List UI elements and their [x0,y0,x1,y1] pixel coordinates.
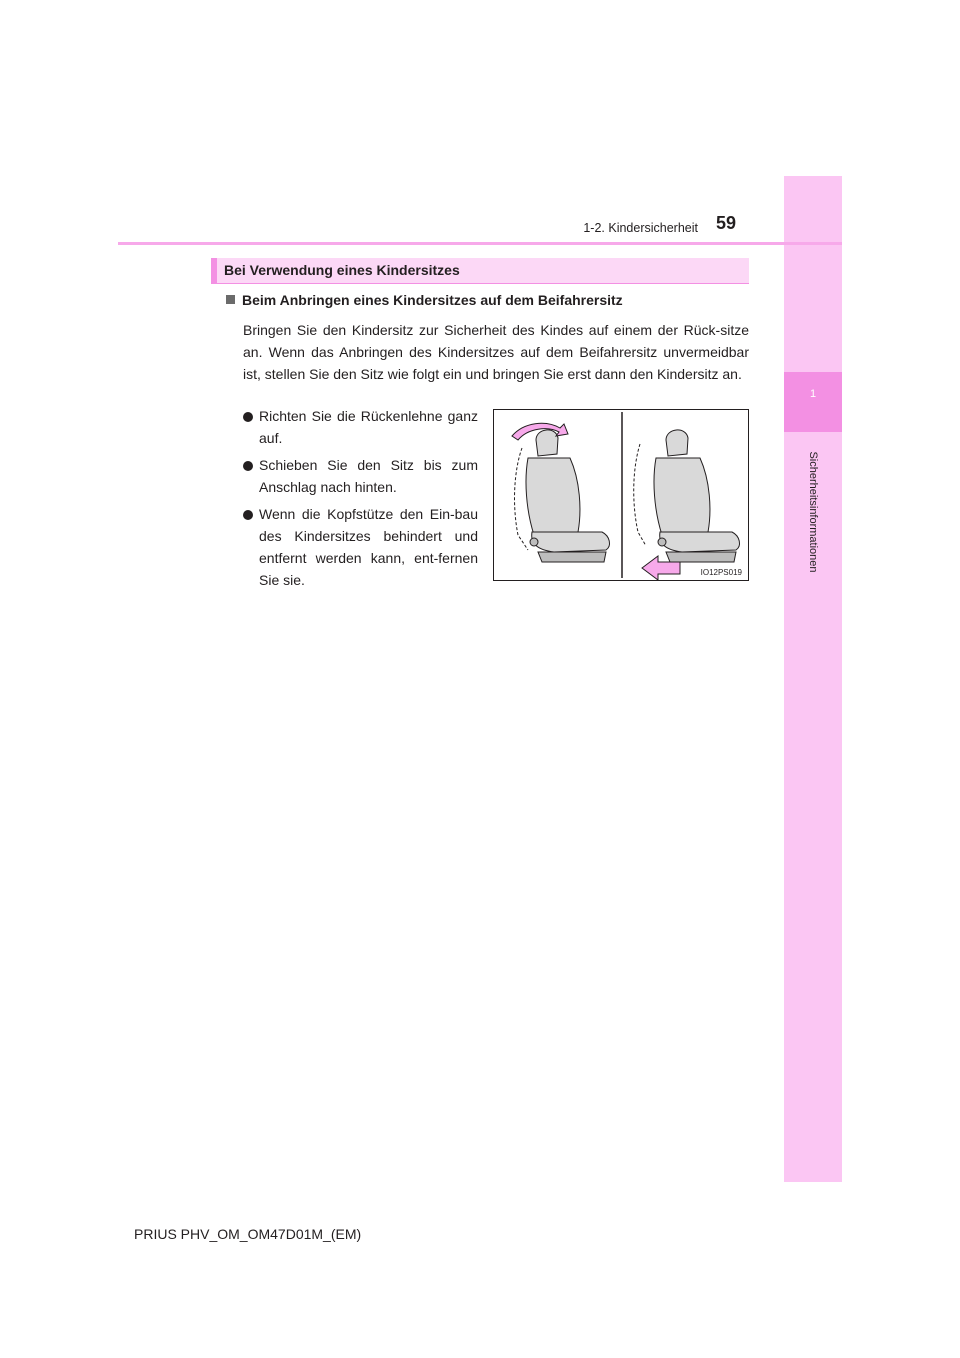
subheading-text: Beim Anbringen eines Kindersitzes auf dem Beifahrersitz [242,292,623,308]
bullet-icon [243,461,253,471]
base-right [666,552,736,562]
list-item-text: Wenn die Kopfstütze den Ein-bau des Kindersitzes behindert und entfernt werden kann, ent-fernen Sie sie. [259,506,478,588]
section-heading: Bei Verwendung eines Kindersitzes [224,262,460,278]
recline-knob-right [658,538,666,546]
footer-doc-id: PRIUS PHV_OM_OM47D01M_(EM) [134,1226,362,1242]
seat-illustration [494,410,750,582]
chapter-side-tab [784,176,842,1182]
headrest-right [666,430,688,456]
header-rule [118,242,842,245]
cushion-left [532,532,610,552]
backrest-right [654,458,710,535]
headrest-left [536,430,558,456]
list-item [243,503,478,591]
bullet-icon [243,412,253,422]
section-title: 1-2. Kindersicherheit [583,221,698,235]
seat-left-drawing [515,430,610,562]
square-bullet-icon [226,295,235,304]
forward-outline-dashed [634,444,646,546]
heading-accent [211,258,217,284]
upright-outline-dashed [515,448,528,550]
seat-right-drawing [634,430,740,562]
cushion-right [660,532,740,552]
base-left [538,552,606,562]
seat-adjustment-figure [493,409,749,581]
body-paragraph: Bringen Sie den Kindersitz zur Sicherheit des Kindes auf einem der Rück-sitze an. Wenn das Anbringen des Kindersitzes auf dem Beifahrersitz unvermeidbar ist, stellen Sie den Sitz wie folgt ein und bringen Sie erst dann den Kindersitz an. [243,322,749,382]
bullet-icon [243,510,253,520]
instruction-list [243,405,478,596]
figure-code: IO12PS019 [700,568,742,577]
page-number: 59 [716,213,737,233]
chapter-tab-active[interactable] [784,372,842,432]
list-item [243,405,478,449]
backrest-left [526,458,580,535]
list-item-text: Schieben Sie den Sitz bis zum Anschlag nach hinten. [259,457,478,495]
list-item-text: Richten Sie die Rückenlehne ganz auf. [259,408,478,446]
subheading [226,292,623,308]
recline-knob-left [530,538,538,546]
chapter-label: Sicherheitsinformationen [807,451,819,573]
chapter-number: 1 [809,388,817,400]
list-item [243,454,478,498]
